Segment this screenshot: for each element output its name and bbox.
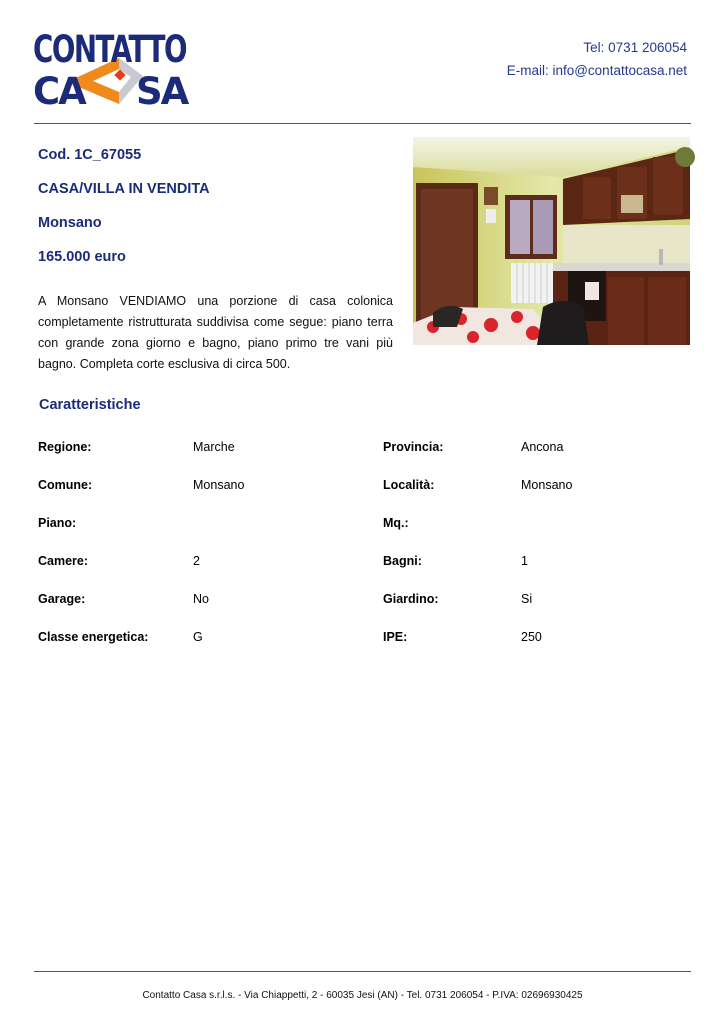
listing-type: CASA/VILLA IN VENDITA [38, 181, 210, 197]
feature-label: IPE: [383, 630, 408, 644]
feature-value: Monsano [521, 478, 573, 492]
feature-value: 250 [521, 630, 542, 644]
feature-label: Giardino: [383, 592, 439, 606]
feature-label: Mq.: [383, 516, 409, 530]
feature-value: G [193, 630, 203, 644]
feature-value: Si [521, 592, 533, 606]
footer-company-info: Contatto Casa s.r.l.s. - Via Chiappetti, 2 - 60035 Jesi (AN) - Tel. 0731 206054 - P.IVA: 02696930425 [142, 990, 583, 1001]
feature-label: Camere: [38, 554, 89, 568]
svg-text:SA: SA [136, 70, 188, 113]
feature-value: 1 [521, 554, 528, 568]
feature-label: Piano: [38, 516, 77, 530]
feature-value: Marche [193, 440, 235, 454]
features-title: Caratteristiche [39, 397, 141, 413]
email-address[interactable]: E-mail: info@contattocasa.net [506, 63, 687, 78]
feature-label: Località: [383, 478, 435, 492]
company-logo[interactable] [33, 24, 189, 113]
property-photo [413, 137, 690, 345]
svg-text:CONTATTO: CONTATTO [33, 28, 187, 71]
svg-text:CA: CA [33, 70, 85, 113]
feature-label: Comune: [38, 478, 93, 492]
feature-value: 2 [193, 554, 200, 568]
listing-code: Cod. 1C_67055 [38, 147, 142, 163]
feature-label: Garage: [38, 592, 86, 606]
feature-label: Provincia: [383, 440, 444, 454]
listing-description: A Monsano VENDIAMO una porzione di casa colonica completamente ristrutturata suddivisa come segue: piano terra con grande zona giorno e bagno, piano primo tre vani più bagno. Completa corte esclusiva di circa 500. [38, 294, 393, 371]
listing-town: Monsano [38, 215, 102, 231]
feature-label: Regione: [38, 440, 92, 454]
contact-info [507, 36, 687, 82]
feature-label: Bagni: [383, 554, 422, 568]
feature-value: Monsano [193, 478, 245, 492]
feature-value: No [193, 592, 209, 606]
phone-number[interactable]: Tel: 0731 206054 [583, 40, 687, 55]
listing-price: 165.000 euro [38, 249, 126, 265]
header-divider [34, 123, 691, 124]
feature-value: Ancona [521, 440, 564, 454]
footer-divider [34, 971, 691, 972]
feature-label: Classe energetica: [38, 630, 149, 644]
